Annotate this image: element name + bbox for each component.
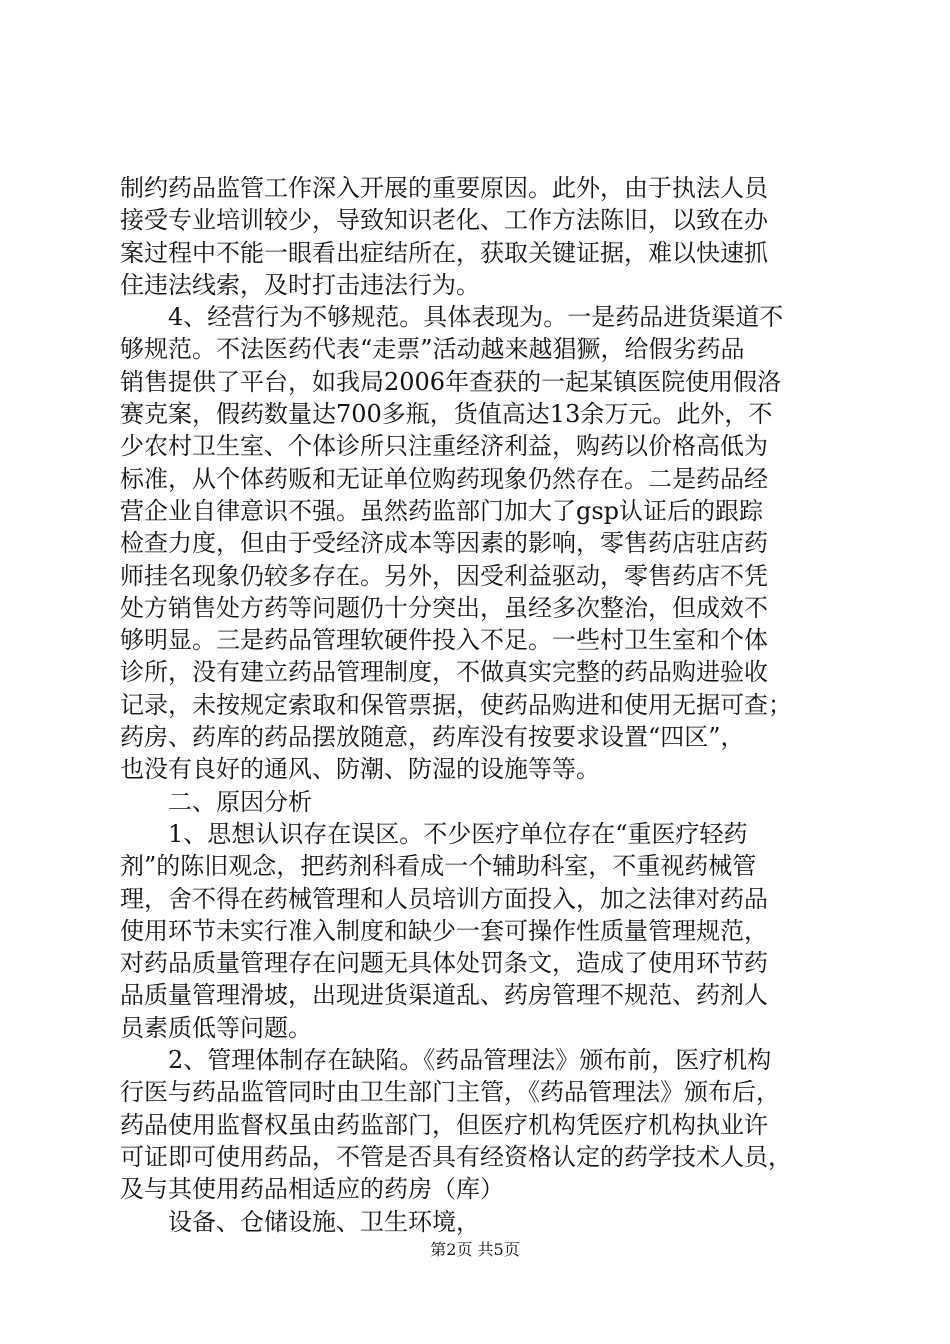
- text-line: 药品使用监督权虽由药监部门，但医疗机构凭医疗机构执业许: [120, 1110, 768, 1139]
- page-number: 第2页 共5页: [430, 1240, 520, 1259]
- text-line: 处方销售处方药等问题仍十分突出，虽经多次整治，但成效不: [120, 593, 768, 622]
- text-line: 药房、药库的药品摆放随意，药库没有按要求设置“四区”，: [120, 723, 745, 752]
- text-line: 营企业自律意识不强。虽然药监部门加大了gsp认证后的跟踪: [120, 496, 764, 525]
- text-line: 品质量管理滑坡，出现进货渠道乱、药房管理不规范、药剂人: [120, 981, 768, 1010]
- document-body: [120, 172, 840, 1238]
- text-line: 够规范。不法医药代表“走票”活动越来越猖獗，给假劣药品: [120, 335, 745, 364]
- text-line: 及与其使用药品相适应的药房（库）: [120, 1175, 504, 1204]
- text-line: 行医与药品监管同时由卫生部门主管，《药品管理法》颁布后，: [120, 1078, 780, 1107]
- text-line: 设备、仓储设施、卫生环境，: [120, 1207, 480, 1236]
- text-line: 标准，从个体药贩和无证单位购药现象仍然存在。二是药品经: [120, 464, 768, 493]
- text-line: 赛克案，假药数量达700多瓶，货值高达13余万元。此外，不: [120, 400, 773, 429]
- text-line: 销售提供了平台，如我局2006年查获的一起某镇医院使用假洛: [120, 367, 782, 396]
- text-line: 剂”的陈旧观念，把药剂科看成一个辅助科室，不重视药械管: [120, 852, 757, 881]
- text-line: 接受专业培训较少，导致知识老化、工作方法陈旧，以致在办: [120, 206, 768, 235]
- text-line: 诊所，没有建立药品管理制度，不做真实完整的药品购进验收: [120, 658, 768, 687]
- text-line: 检查力度，但由于受经济成本等因素的影响，零售药店驻店药: [120, 529, 768, 558]
- text-line: 对药品质量管理存在问题无具体处罚条文，造成了使用环节药: [120, 949, 768, 978]
- text-line: 员素质低等问题。: [120, 1013, 312, 1042]
- text-line: 1、思想认识存在误区。不少医疗单位存在“重医疗轻药: [120, 819, 748, 848]
- page-footer: [0, 1240, 950, 1260]
- text-line: 少农村卫生室、个体诊所只注重经济利益，购药以价格高低为: [120, 432, 768, 461]
- text-line: 案过程中不能一眼看出症结所在，获取关键证据，难以快速抓: [120, 238, 768, 267]
- text-line: 也没有良好的通风、防潮、防湿的设施等等。: [120, 755, 600, 784]
- text-line: 够明显。三是药品管理软硬件投入不足。一些村卫生室和个体: [120, 626, 768, 655]
- text-line: 4、经营行为不够规范。具体表现为。一是药品进货渠道不: [120, 303, 784, 332]
- text-line: 制约药品监管工作深入开展的重要原因。此外，由于执法人员: [120, 174, 768, 202]
- text-line: 使用环节未实行准入制度和缺少一套可操作性质量管理规范，: [120, 916, 768, 945]
- text-line: 师挂名现象仍较多存在。另外，因受利益驱动，零售药店不凭: [120, 561, 768, 590]
- text-line: 住违法线索，及时打击违法行为。: [120, 270, 480, 299]
- text-line: 可证即可使用药品，不管是否具有经资格认定的药学技术人员，: [120, 1142, 792, 1171]
- text-line: 2、管理体制存在缺陷。《药品管理法》颁布前，医疗机构: [120, 1046, 772, 1075]
- text-line: 记录，未按规定索取和保管票据，使药品购进和使用无据可查；: [120, 690, 792, 719]
- section-heading: 二、原因分析: [120, 787, 312, 816]
- text-line: 理，舍不得在药械管理和人员培训方面投入，加之法律对药品: [120, 884, 768, 913]
